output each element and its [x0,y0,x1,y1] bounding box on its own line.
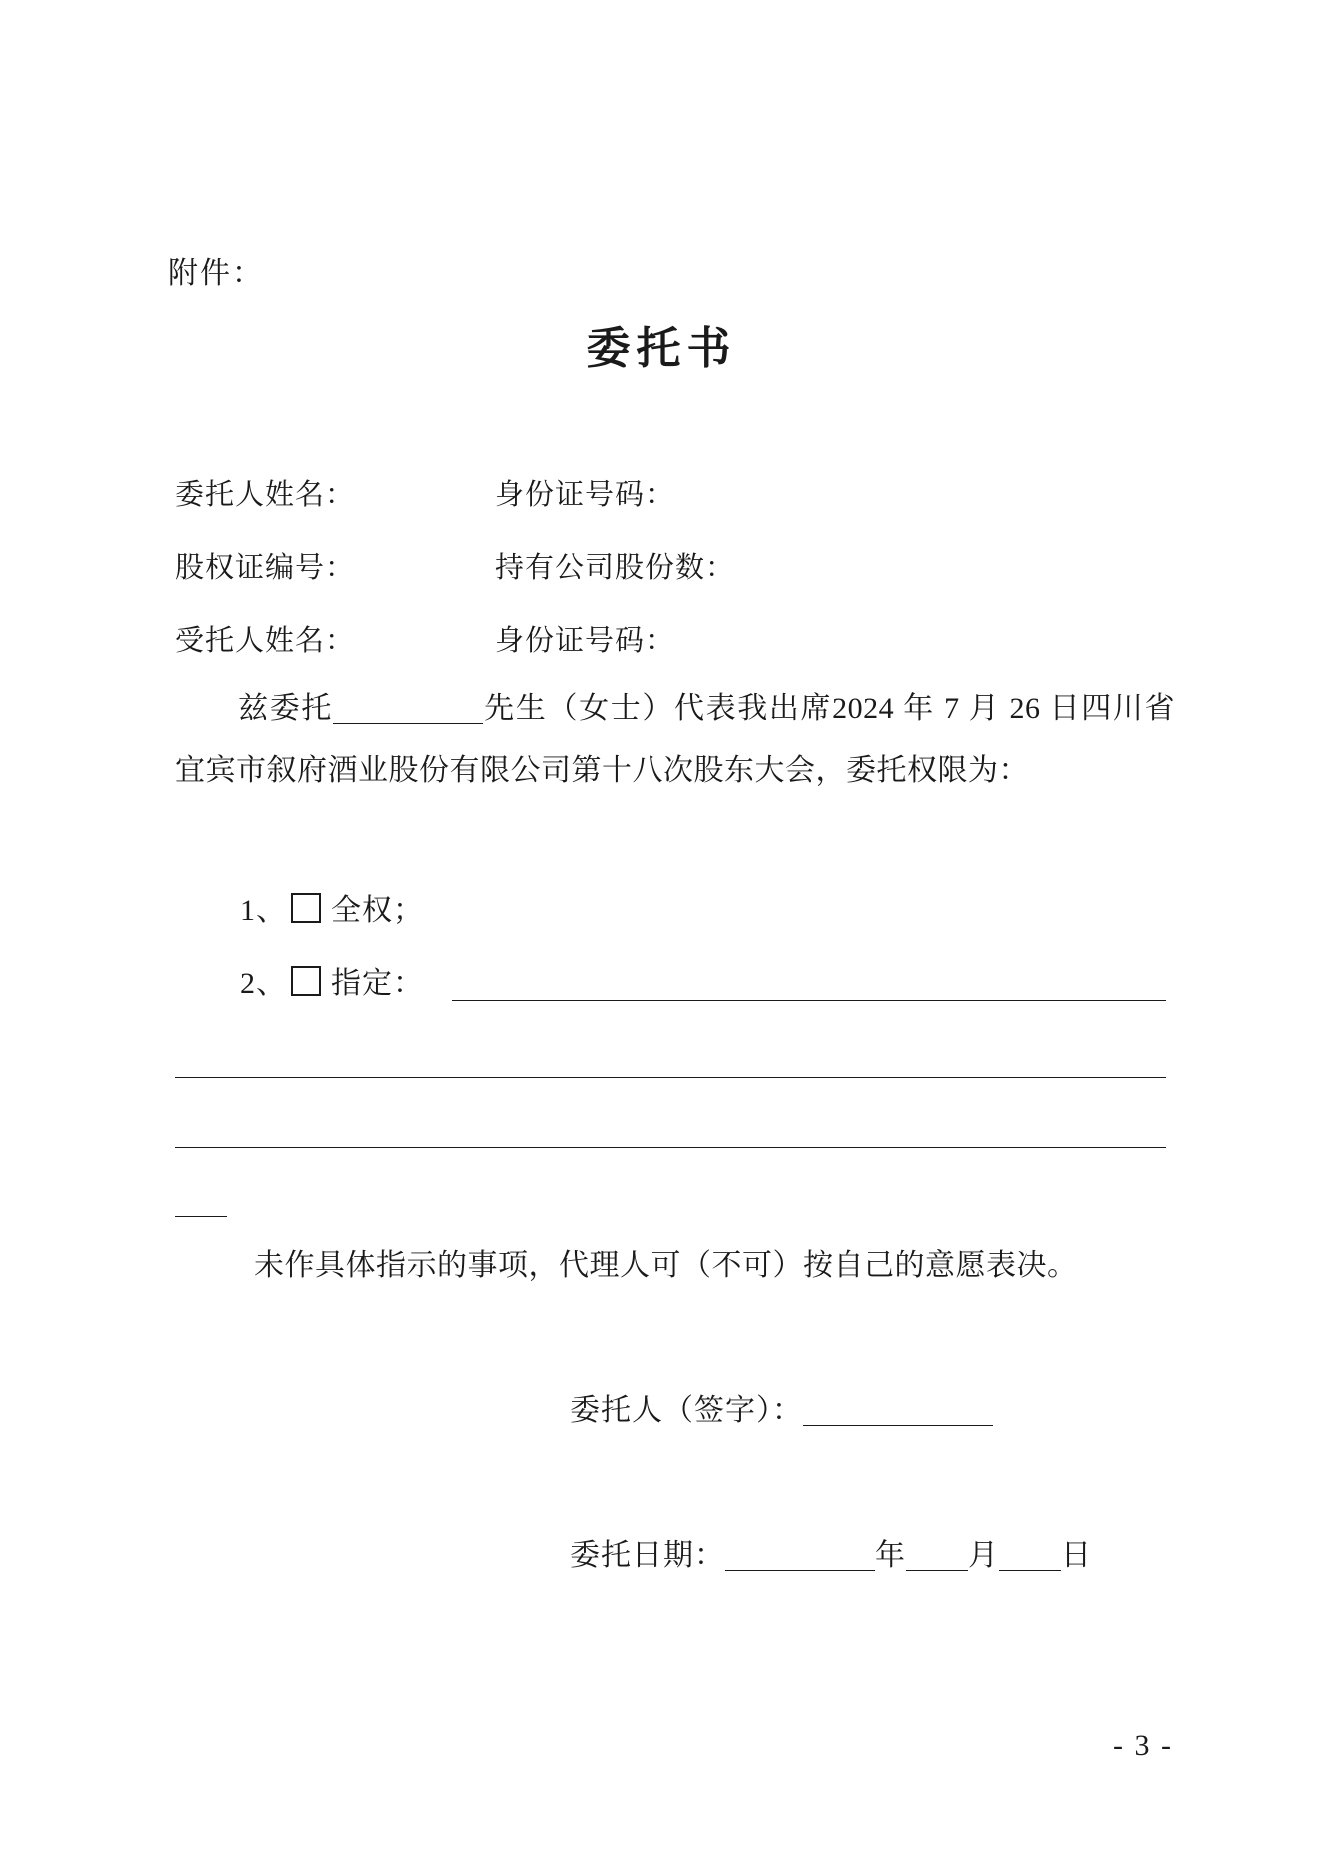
date-day-blank[interactable] [999,1540,1061,1571]
option-label: 全权； [331,894,424,927]
checkbox-full-authority[interactable] [291,893,321,923]
specified-blank-line-3[interactable] [175,1147,1166,1148]
date-label: 委托日期： [570,1539,725,1572]
agent-name-blank[interactable] [333,693,483,724]
specified-blank-line-2[interactable] [175,1077,1166,1078]
date-unit-day: 日 [1061,1539,1092,1572]
field-label-principal-name: 委托人姓名： [175,479,356,511]
page-number: - 3 - [1113,1729,1173,1762]
field-row [175,618,675,659]
field-label-agent-id: 身份证号码： [495,625,676,657]
entrust-paragraph [175,678,1175,802]
signature-blank[interactable] [803,1395,993,1426]
field-label-agent-name: 受托人姓名： [175,625,356,657]
date-row [570,1530,1092,1574]
signature-label: 委托人（签字）： [570,1394,803,1427]
option-specified[interactable] [240,958,424,1002]
entrust-body-text: 先生（女士）代表我出席2024 年 7 月 26 日四川省宜宾市叙府酒业股份有限公司第十八次股东大会，委托权限为： [175,692,1176,787]
field-label-share-count: 持有公司股份数： [495,552,736,584]
date-year-blank[interactable] [725,1540,875,1571]
option-number: 1、 [240,894,287,927]
option-full-authority[interactable] [240,885,424,929]
entrust-lead-text: 兹委托 [237,692,334,725]
date-month-blank[interactable] [906,1540,968,1571]
page-title: 委托书 [586,324,737,373]
specified-blank-line-1[interactable] [452,1000,1166,1001]
option-number: 2、 [240,967,287,1000]
field-label-share-cert-no: 股权证编号： [175,552,356,584]
date-unit-year: 年 [875,1539,906,1572]
field-label-principal-id: 身份证号码： [495,479,676,511]
specified-blank-line-4[interactable] [175,1216,227,1217]
attachment-label: 附件： [168,257,264,290]
option-label: 指定： [331,967,424,1000]
voting-note: 未作具体指示的事项，代理人可（不可）按自己的意愿表决。 [254,1249,1078,1282]
field-row [175,545,735,586]
checkbox-specified[interactable] [291,966,321,996]
signature-row [570,1385,993,1429]
field-row [175,472,675,513]
date-unit-month: 月 [968,1539,999,1572]
